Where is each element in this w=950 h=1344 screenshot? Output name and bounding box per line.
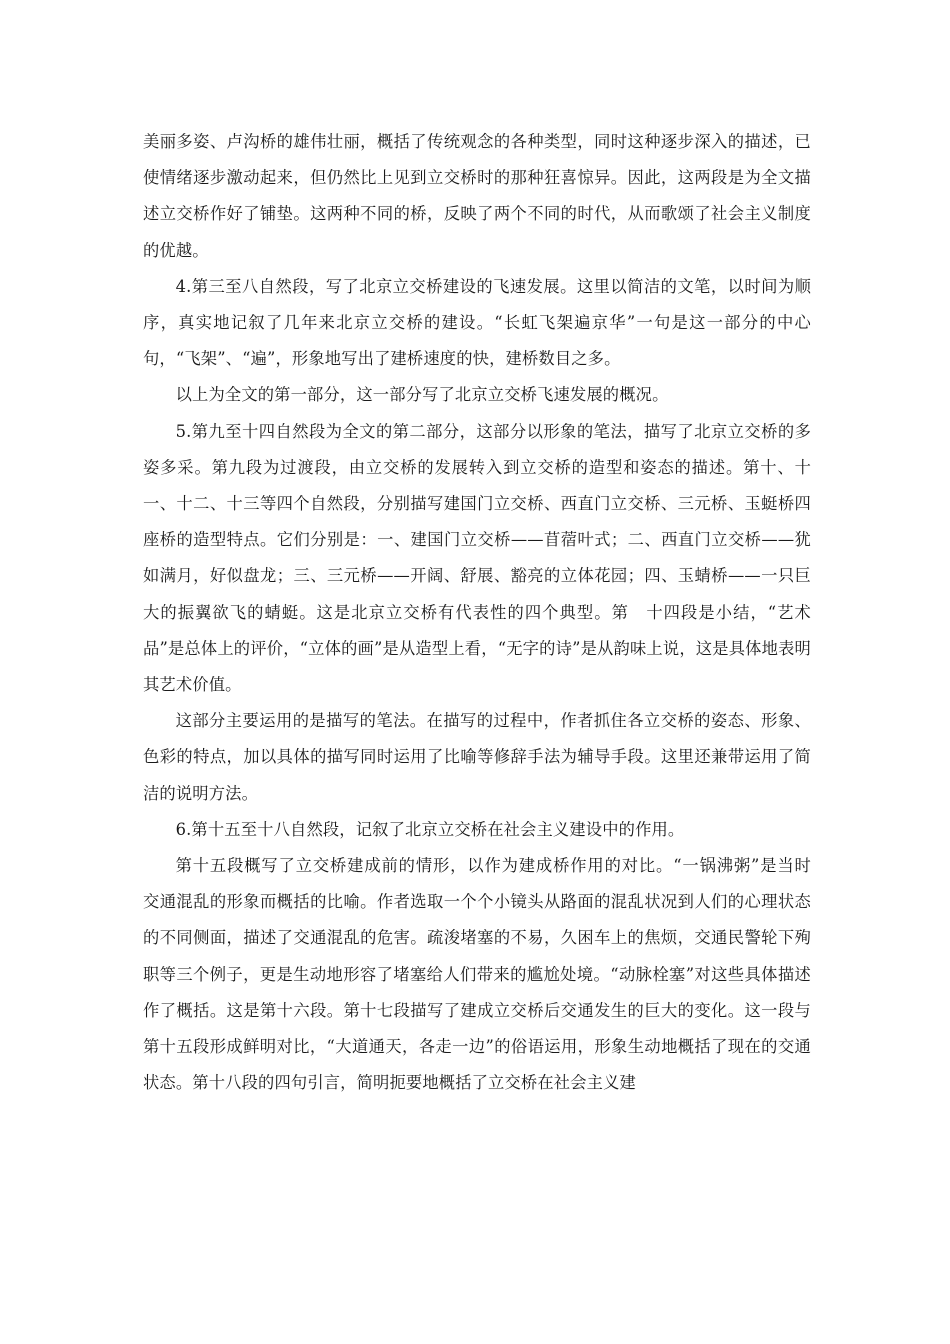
paragraph-4: 5.第九至十四自然段为全文的第二部分，这部分以形象的笔法，描写了北京立交桥的多姿多采。第九段为过渡段，由立交桥的发展转入到立交桥的造型和姿态的描述。第十、十一、十二、十三等四个自然段，分别描写建国门立交桥、西直门立交桥、三元桥、玉蜓桥四座桥的造型特点。它们分别是：一、建国门立交桥——苜蓿叶式；二、西直门立交桥——犹如满月，好似盘龙；三、三元桥——开阔、舒展、豁亮的立体花园；四、玉蜻桥——一只巨大的振翼欲飞的蜻蜓。这是北京立交桥有代表性的四个典型。第 十四段是小结，“艺术品”是总体上的评价，“立体的画”是从造型上看，“无字的诗”是从韵味上说，这是具体地表明其艺术价值。 (143, 421, 811, 695)
paragraph-1: 美丽多姿、卢沟桥的雄伟壮丽，概括了传统观念的各种类型，同时这种逐步深入的描述，已使情绪逐步激动起来，但仍然比上见到立交桥时的那种狂喜惊异。因此，这两段是为全文描述立交桥作好了铺垫。这两种不同的桥，反映了两个不同的时代，从而歌颂了社会主义制度的优越。 (143, 132, 811, 260)
paragraph-2: 4.第三至八自然段，写了北京立交桥建设的飞速发展。这里以简洁的文笔，以时间为顺序，真实地记叙了几年来北京立交桥的建设。“长虹飞架遍京华”一句是这一部分的中心句，“飞架”、“遍”，形象地写出了建桥速度的快，建桥数目之多。 (143, 276, 811, 369)
paragraph-6: 6.第十五至十八自然段，记叙了北京立交桥在社会主义建设中的作用。 (175, 819, 685, 839)
paragraph-7: 第十五段概写了立交桥建成前的情形，以作为建成桥作用的对比。“一锅沸粥”是当时 交通混乱的形象而概括的比喻。作者选取一个个小镜头从路面的混乱状况到人们的心理状态的不同侧面，描述了交通混乱的危害。疏浚堵塞的不易，久困车上的焦烦，交通民警轮下殉职等三个例子，更是生动地形容了堵塞给人们带来的尴尬处境。“动脉栓塞”对这些具体描述作了概括。这是第十六段。第十七段描写了建成立交桥后交通发生的巨大的变化。这一段与第十五段形成鲜明对比，“大道通天，各走一边”的俗语运用，形象生动地概括了现在的交通状态。第十八段的四句引言，简明扼要地概括了立交桥在社会主义建 (143, 856, 828, 1093)
document-body (143, 124, 828, 1101)
paragraph-5: 这部分主要运用的是描写的笔法。在描写的过程中，作者抓住各立交桥的姿态、形象、色彩的特点，加以具体的描写同时运用了比喻等修辞手法为辅导手段。这里还兼带运用了简洁的说明方法。 (143, 711, 811, 803)
paragraph-3: 以上为全文的第一部分，这一部分写了北京立交桥飞速发展的概况。 (175, 385, 669, 405)
